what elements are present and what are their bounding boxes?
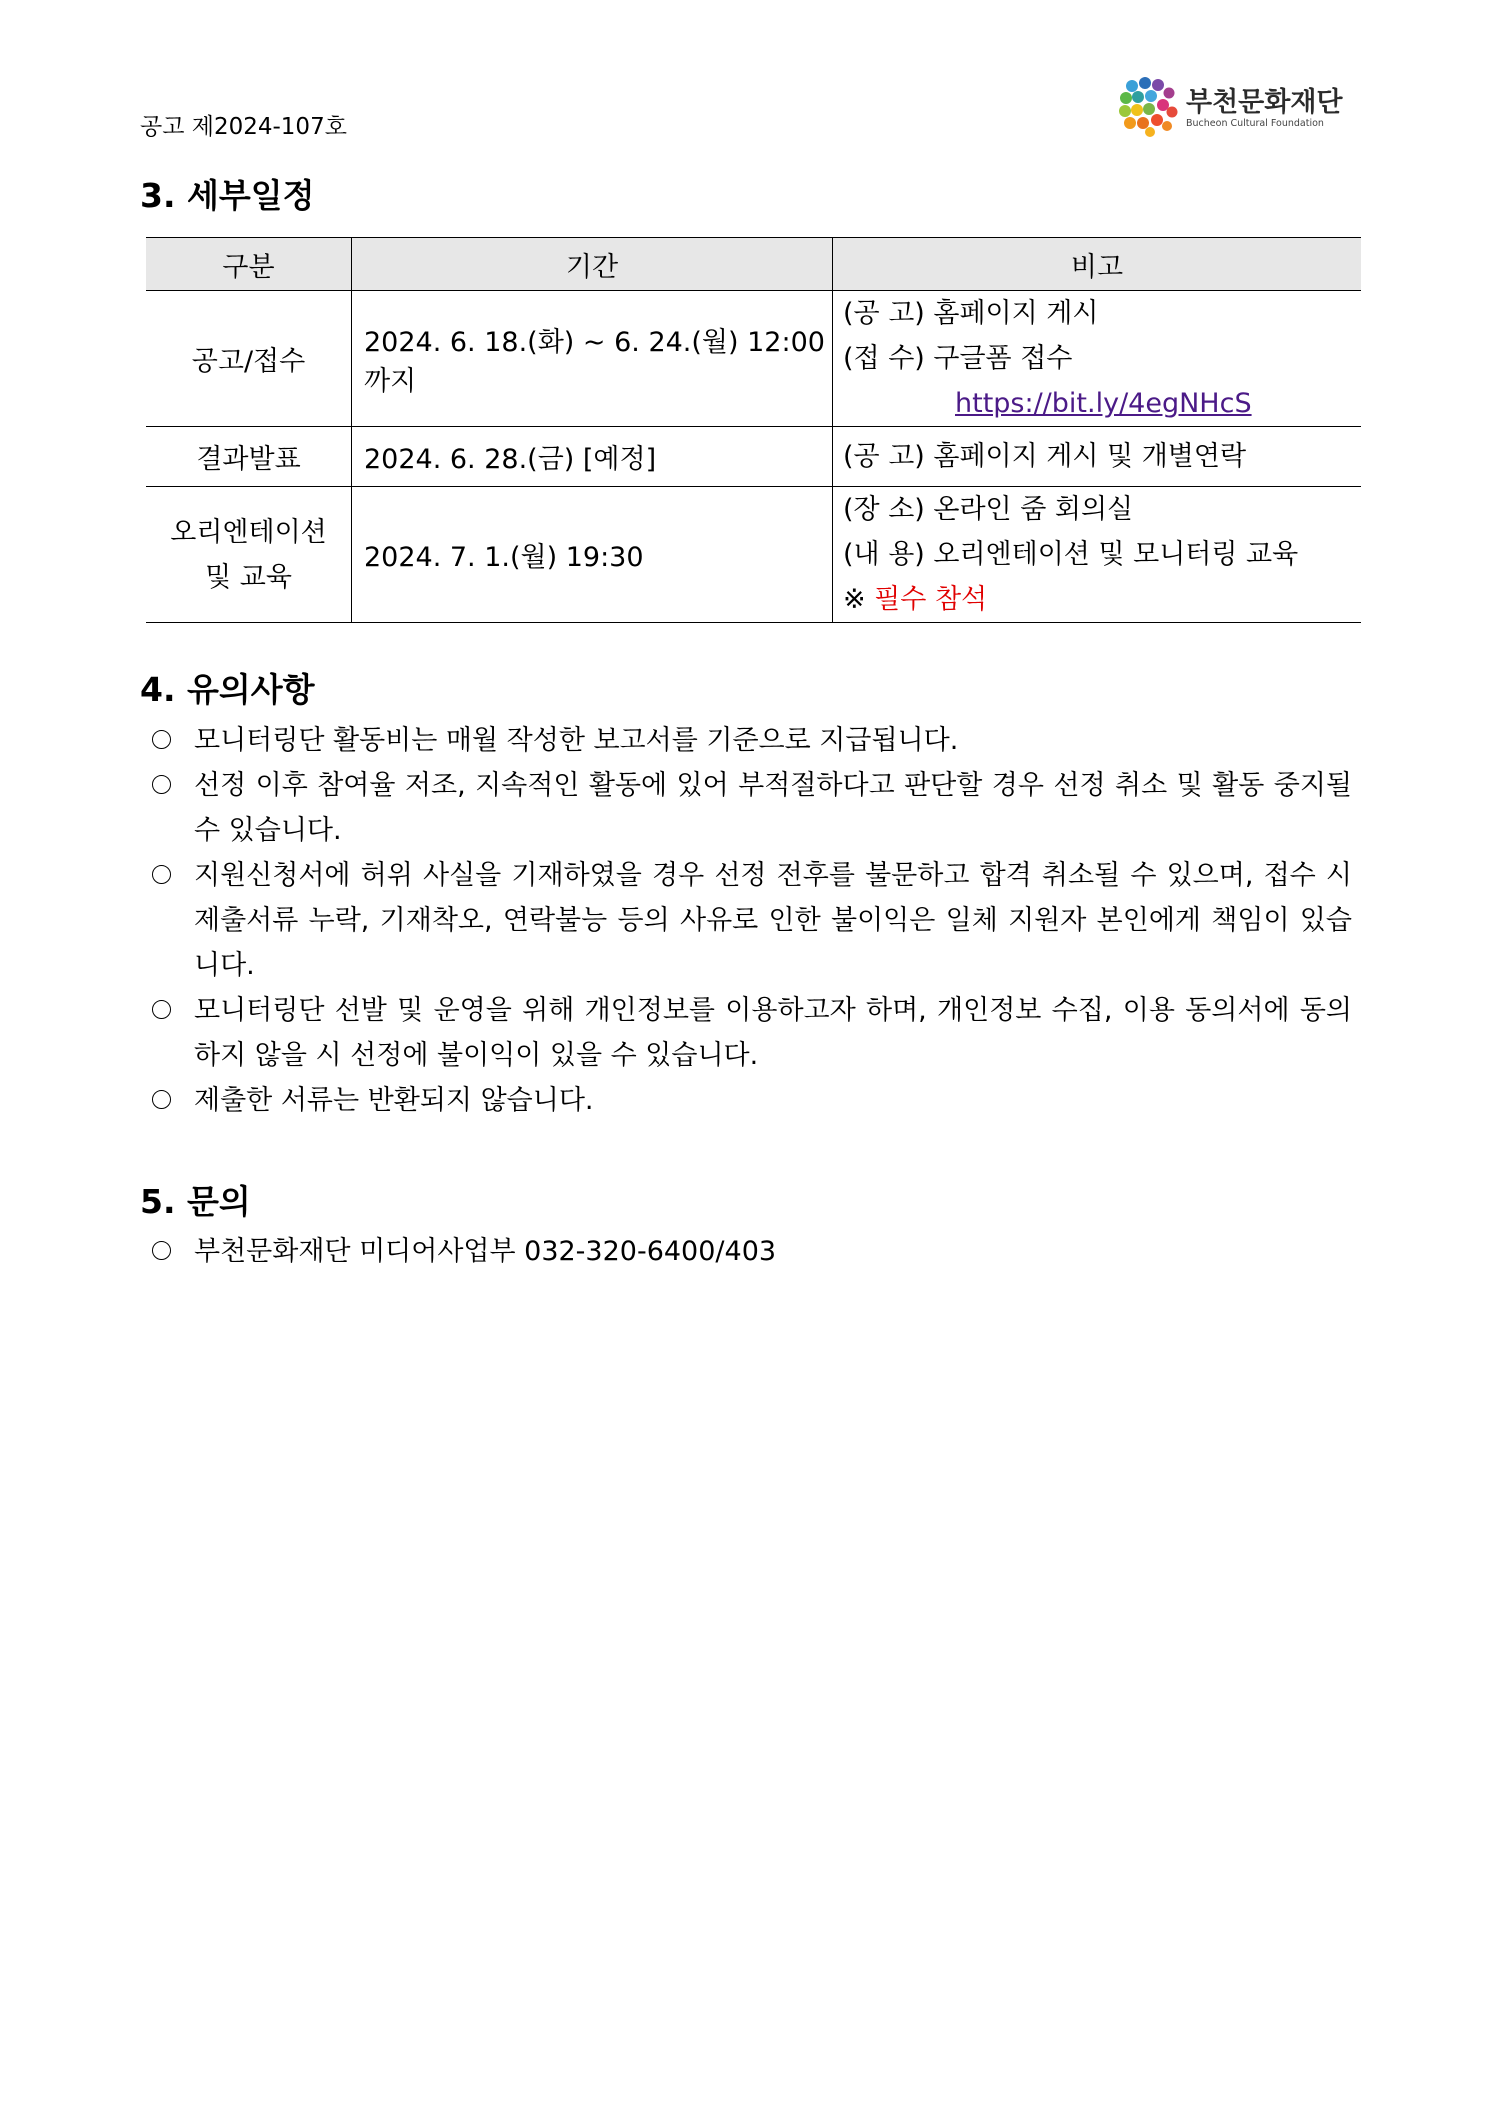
category-line: 오리엔테이션 (170, 516, 327, 548)
table-row (146, 291, 1361, 427)
list-item (152, 1078, 1352, 1123)
section-3-title: 3. 세부일정 (140, 176, 315, 215)
category-cell: 공고/접수 (146, 291, 352, 427)
table-row (146, 487, 1361, 623)
notes-list (152, 718, 1352, 1123)
note-line: (공 고) 홈페이지 게시 및 개별연락 (843, 441, 1247, 472)
required-note (843, 577, 1361, 622)
list-item-text: 제출한 서류는 반환되지 않습니다. (194, 1085, 594, 1116)
list-item-text: 지원신청서에 허위 사실을 기재하였을 경우 선정 전후를 불문하고 합격 취소될 수 있으며, 접수 시 제출서류 누락, 기재착오, 연락불능 등의 사유로 인한 불이익은 일체 지원자 본인에게 책임이 있습니다. (194, 860, 1352, 981)
reference-mark: ※ (843, 584, 866, 615)
logo-name: 부천문화재단 (1186, 87, 1343, 118)
contact-text: 부천문화재단 미디어사업부 032-320-6400/403 (194, 1236, 777, 1267)
circle-bullet-icon (152, 775, 171, 794)
note-cell (833, 487, 1362, 623)
circle-bullet-icon (152, 730, 171, 749)
list-item (152, 988, 1352, 1078)
category-line: 및 교육 (205, 561, 292, 593)
period-cell: 2024. 6. 18.(화) ~ 6. 24.(월) 12:00까지 (352, 291, 833, 427)
schedule-table (146, 237, 1361, 623)
note-cell (833, 291, 1362, 427)
circle-bullet-icon (152, 1090, 171, 1109)
period-cell: 2024. 6. 28.(금) [예정] (352, 427, 833, 487)
note-line: (내 용) 오리엔테이션 및 모니터링 교육 (843, 539, 1299, 570)
note-line: (공 고) 홈페이지 게시 (843, 298, 1099, 329)
note-cell (833, 427, 1362, 487)
category-cell (146, 487, 352, 623)
category-cell: 결과발표 (146, 427, 352, 487)
list-item (152, 718, 1352, 763)
note-line: (장 소) 온라인 줌 회의실 (843, 494, 1134, 525)
section-5-title: 5. 문의 (140, 1182, 251, 1221)
logo-mosaic-icon (1118, 76, 1180, 138)
notice-number: 공고 제2024-107호 (140, 114, 347, 140)
contact-list (152, 1229, 1352, 1274)
foundation-logo (1118, 76, 1343, 142)
list-item-text: 모니터링단 선발 및 운영을 위해 개인정보를 이용하고자 하며, 개인정보 수집, 이용 동의서에 동의하지 않을 시 선정에 불이익이 있을 수 있습니다. (194, 995, 1352, 1071)
circle-bullet-icon (152, 865, 171, 884)
section-4-title: 4. 유의사항 (140, 670, 315, 709)
column-header-period: 기간 (352, 238, 833, 291)
google-form-link[interactable]: https://bit.ly/4egNHcS (955, 388, 1252, 419)
column-header-category: 구분 (146, 238, 352, 291)
note-line: (접 수) 구글폼 접수 (843, 343, 1073, 374)
logo-subtitle: Bucheon Cultural Foundation (1186, 118, 1324, 129)
circle-bullet-icon (152, 1000, 171, 1019)
list-item (152, 763, 1352, 853)
list-item (152, 1229, 1352, 1274)
list-item (152, 853, 1352, 988)
circle-bullet-icon (152, 1241, 171, 1260)
table-row (146, 427, 1361, 487)
column-header-note: 비고 (833, 238, 1362, 291)
table-header-row (146, 238, 1361, 291)
period-cell: 2024. 7. 1.(월) 19:30 (352, 487, 833, 623)
required-attendance: 필수 참석 (874, 584, 988, 615)
list-item-text: 모니터링단 활동비는 매월 작성한 보고서를 기준으로 지급됩니다. (194, 725, 959, 756)
list-item-text: 선정 이후 참여율 저조, 지속적인 활동에 있어 부적절하다고 판단할 경우 선정 취소 및 활동 중지될 수 있습니다. (194, 770, 1352, 846)
